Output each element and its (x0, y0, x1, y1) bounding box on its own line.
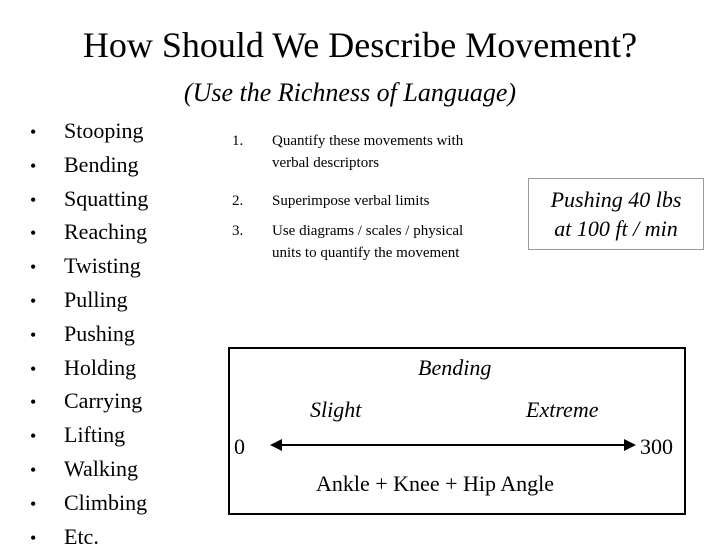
list-item-label: Carrying (64, 388, 143, 414)
step-number: 3. (232, 223, 244, 239)
list-item (30, 149, 148, 183)
example-line-1: Pushing 40 lbs (550, 187, 682, 212)
scale-axis-label: Ankle + Knee + Hip Angle (316, 471, 555, 496)
step-text: Quantify these movements with verbal descriptors (272, 133, 464, 171)
list-item-label: Walking (64, 455, 138, 481)
method-steps (232, 130, 482, 264)
list-item (30, 250, 148, 284)
scale-low-label: Slight (310, 397, 362, 422)
list-item (30, 284, 148, 318)
example-box (528, 178, 704, 250)
list-item-label: Climbing (64, 489, 148, 515)
step-number: 1. (232, 133, 244, 149)
bullet-marker: • (30, 392, 37, 413)
list-item-label: Lifting (64, 422, 126, 448)
bullet-marker: • (30, 358, 37, 379)
list-item-label: Stooping (64, 118, 144, 143)
bullet-marker: • (30, 459, 37, 480)
movement-list (30, 115, 148, 554)
scale-high-label: Extreme (526, 397, 599, 422)
step-item (232, 130, 482, 174)
list-item-label: Twisting (64, 253, 141, 279)
diagram-title: Bending (418, 355, 492, 380)
slide-title: How Should We Describe Movement? (82, 25, 638, 65)
bullet-marker: • (30, 122, 37, 142)
bullet-marker: • (30, 290, 37, 311)
bullet-marker: • (30, 155, 37, 176)
step-item (232, 220, 482, 264)
list-item (30, 352, 148, 386)
bullet-marker: • (30, 426, 37, 447)
step-text: Superimpose verbal limits (272, 193, 430, 209)
list-item-label: Bending (64, 151, 139, 177)
list-item-label: Holding (64, 354, 137, 380)
list-item (30, 385, 148, 419)
double-arrow-icon (270, 437, 636, 453)
list-item (30, 419, 148, 453)
scale-min-value: 0 (234, 434, 245, 459)
example-line-2: at 100 ft / min (554, 216, 678, 241)
list-item (30, 216, 148, 250)
scale-max-value: 300 (640, 434, 673, 459)
slide-subtitle: (Use the Richness of Language) (183, 78, 517, 107)
list-item (30, 453, 148, 487)
bending-scale-diagram (228, 347, 686, 515)
bullet-marker: • (30, 527, 37, 548)
list-item (30, 521, 148, 554)
step-item (232, 190, 482, 212)
list-item-label: Reaching (64, 219, 148, 245)
list-item-label: Etc. (64, 523, 99, 549)
list-item (30, 183, 148, 217)
bullet-marker: • (30, 324, 37, 345)
step-text: Use diagrams / scales / physical units to quantify the movement (272, 223, 464, 261)
list-item-label: Pulling (64, 286, 128, 312)
bullet-marker: • (30, 493, 37, 514)
list-item (30, 115, 148, 149)
list-item (30, 487, 148, 521)
bullet-marker: • (30, 257, 37, 278)
step-number: 2. (232, 193, 244, 209)
bullet-marker: • (30, 223, 37, 244)
list-item-label: Pushing (64, 320, 135, 346)
list-item (30, 318, 148, 352)
bullet-marker: • (30, 189, 37, 210)
list-item-label: Squatting (64, 185, 149, 211)
